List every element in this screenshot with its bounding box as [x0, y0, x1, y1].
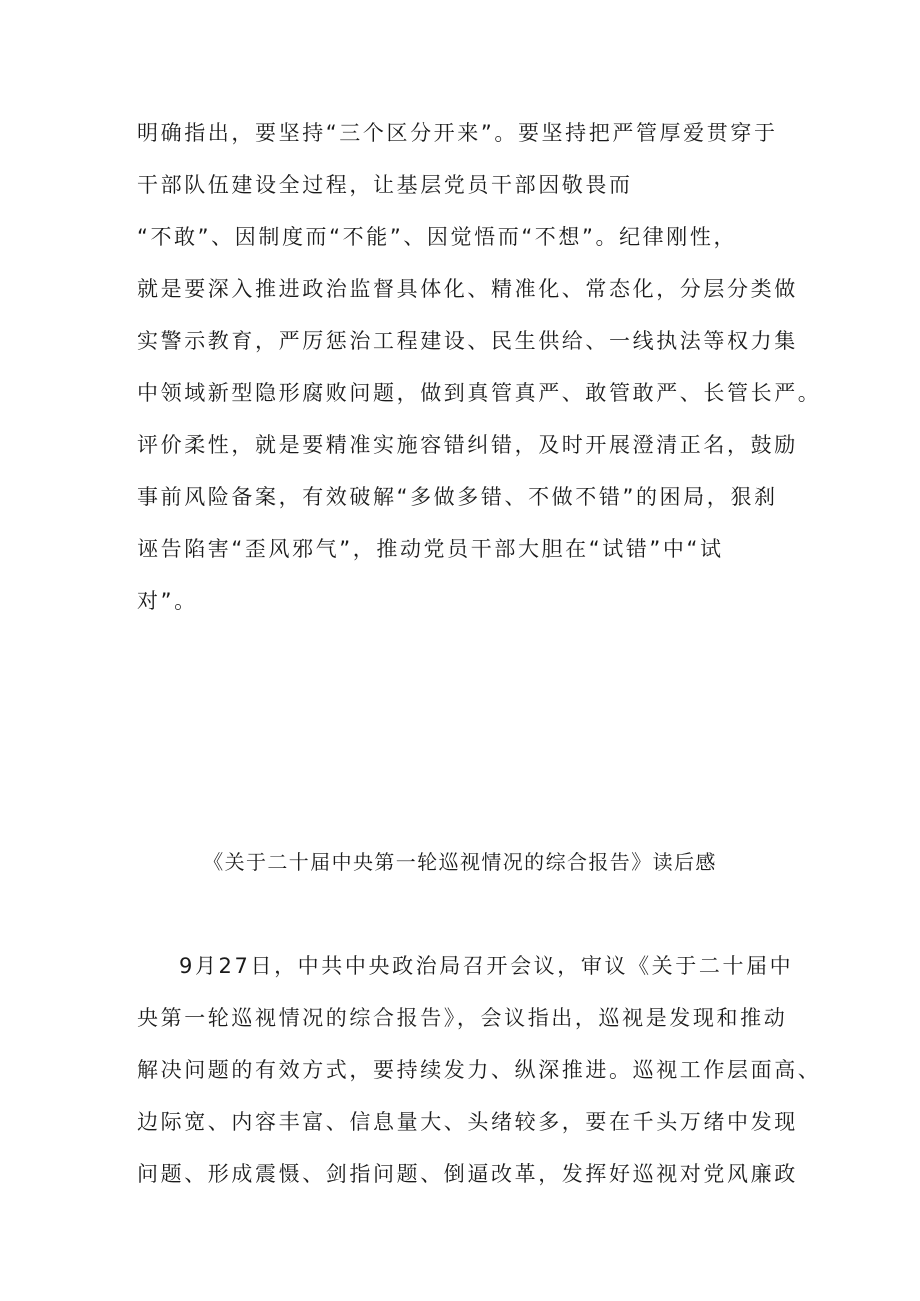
paragraph-body: [137, 940, 822, 1200]
text-line: “不敢”、因制度而“不能”、因觉悟而“不想”。纪律刚性，: [137, 225, 738, 249]
text-line: 诬告陷害“歪风邪气”，推动党员干部大胆在“试错”中“试: [137, 537, 724, 561]
text-line: 中领域新型隐形腐败问题，做到真管真严、敢管敢严、长管长严。: [137, 381, 822, 405]
text-line: 边际宽、内容丰富、信息量大、头绪较多，要在千头万绪中发现: [137, 1110, 798, 1134]
text-line: 实警示教育，严厉惩治工程建设、民生供给、一线执法等权力集: [137, 329, 798, 353]
text-line: 解决问题的有效方式，要持续发力、纵深推进。巡视工作层面高、: [137, 1058, 822, 1082]
text-line: 明确指出，要坚持“三个区分开来”。要坚持把严管厚爱贯穿于: [137, 121, 778, 145]
text-line: 问题、形成震慑、剑指问题、倒逼改革，发挥好巡视对党风廉政: [137, 1162, 798, 1186]
text-line: 央第一轮巡视情况的综合报告》，会议指出，巡视是发现和推动: [137, 1006, 788, 1030]
text-line: 对”。: [137, 589, 198, 613]
text-line: 就是要深入推进政治监督具体化、精准化、常态化，分层分类做: [137, 277, 798, 301]
text-line: 事前风险备案，有效破解“多做多错、不做不错”的困局，狠刹: [137, 485, 778, 509]
text-line-first: 9月27日，中共中央政治局召开会议，审议《关于二十届中: [179, 954, 794, 978]
text-line: 干部队伍建设全过程，让基层党员干部因敬畏而: [137, 173, 633, 197]
text-line: 评价柔性，就是要精准实施容错纠错，及时开展澄清正名，鼓励: [137, 433, 798, 457]
paragraph-continuation: [137, 107, 822, 627]
section-title: 《关于二十届中央第一轮巡视情况的综合报告》读后感: [203, 850, 717, 874]
